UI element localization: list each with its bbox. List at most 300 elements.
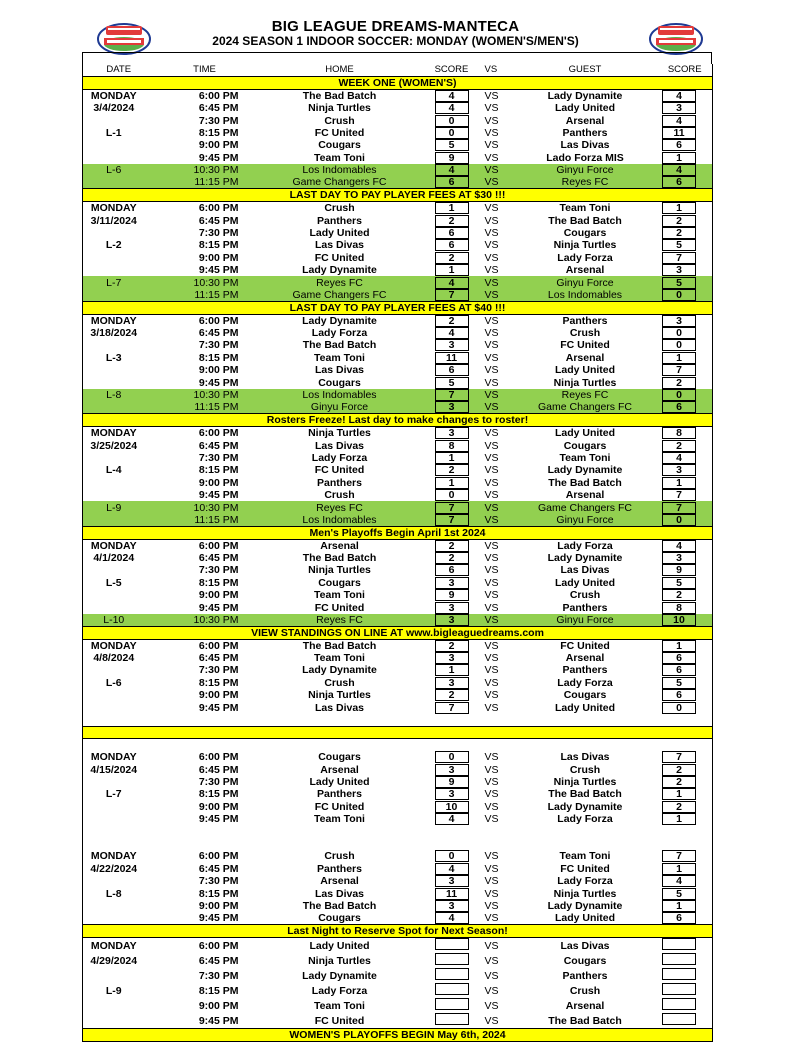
score-box [435,983,469,995]
guest-score-cell [658,639,713,652]
score-box: 3 [435,677,469,689]
game-row [83,401,713,414]
score-box: 2 [662,776,696,788]
time-cell: 7:30 PM [198,227,239,240]
score-box: 2 [435,689,469,701]
vs-cell: VS [484,90,499,102]
home-team-cell: Panthers [317,214,362,227]
score-box: 5 [435,377,469,389]
home-score-cell [425,114,479,126]
banner-text [83,726,713,738]
time-cell: 11:15 PM [155,176,255,189]
banner-text: VIEW STANDINGS ON LINE AT www.bigleaguedreams.com [83,626,713,639]
guest-score-cell [658,276,713,288]
guest-score-cell [658,863,713,875]
home-team-cell: Team Toni [314,589,365,602]
home-team-cell: Arsenal [320,763,359,776]
vs-cell: VS [484,202,499,215]
score-box: 5 [662,239,696,251]
score-box: 2 [435,215,469,227]
guest-score-cell [658,677,713,689]
home-score-cell [425,539,479,552]
home-score-cell [425,477,479,489]
guest-team-cell: Los Indomables [513,289,658,302]
score-box: 1 [435,664,469,676]
date-cell [83,701,155,713]
time-cell: 11:15 PM [155,514,255,527]
banner-text: Last Night to Reserve Spot for Next Season! [83,925,713,938]
date-cell: 4/29/2024 [83,953,155,968]
time-cell: 8:15 PM [198,788,239,801]
date-cell [83,114,155,126]
score-box: 4 [435,102,469,114]
game-row [83,427,713,440]
date-cell [83,875,155,887]
banner-row [83,1029,713,1042]
time-cell: 9:00 PM [198,251,239,264]
col-header-guest: GUEST [513,64,658,77]
score-box: 5 [662,577,696,589]
home-team-cell: Lady Dynamite [302,664,377,677]
score-box: 7 [435,389,469,401]
date-cell [83,289,155,302]
banner-row [83,189,713,202]
score-box: 3 [435,652,469,664]
score-box: 9 [435,152,469,164]
guest-team-cell: Arsenal [565,114,605,127]
score-box: 8 [435,440,469,452]
home-score-cell [425,264,479,276]
vs-cell: VS [484,102,499,115]
date-cell [83,968,155,983]
score-box: 4 [662,452,696,464]
guest-score-cell [658,1013,713,1029]
home-score-cell [425,813,479,825]
date-cell [83,900,155,912]
spacer-row [83,714,713,726]
home-score-cell [425,577,479,589]
time-cell: 7:30 PM [198,969,239,982]
time-cell: 9:00 PM [198,800,239,813]
score-box: 2 [435,540,469,552]
game-row [83,152,713,164]
score-box: 6 [435,239,469,251]
guest-team-cell: Lady Dynamite [547,900,623,913]
vs-cell: VS [479,514,513,527]
score-box: 0 [435,751,469,763]
date-cell: L-9 [83,983,155,998]
time-cell: 6:45 PM [198,551,239,564]
guest-team-cell: Cougars [563,954,607,967]
score-box: 3 [435,339,469,351]
guest-score-cell [658,152,713,164]
game-row [83,776,713,788]
home-team-cell: Game Changers FC [255,176,425,189]
home-score-cell [425,776,479,788]
home-score-cell [425,452,479,464]
vs-cell: VS [484,351,499,364]
guest-team-cell: Lady Dynamite [547,464,623,477]
score-box [662,1013,696,1025]
score-box: 1 [435,477,469,489]
vs-cell: VS [484,984,499,997]
home-team-cell: Las Divas [314,701,365,714]
home-score-cell [425,589,479,601]
vs-cell: VS [484,651,499,664]
guest-team-cell: Lady United [554,364,616,377]
banner-row [83,626,713,639]
time-cell: 8:15 PM [198,464,239,477]
home-team-cell: Team Toni [314,813,365,826]
guest-score-cell [658,912,713,925]
guest-team-cell: The Bad Batch [548,1014,622,1027]
home-team-cell: The Bad Batch [302,90,377,102]
time-cell: 9:45 PM [198,601,239,614]
date-cell: 4/22/2024 [83,863,155,875]
vs-cell: VS [484,589,499,602]
game-row [83,875,713,887]
home-score-cell [425,514,479,527]
home-team-cell: Panthers [317,862,362,875]
guest-score-cell [658,114,713,126]
time-cell: 7:30 PM [198,664,239,677]
guest-team-cell: Panthers [562,314,608,327]
guest-score-cell [658,327,713,339]
home-score-cell [425,968,479,983]
score-box: 2 [435,640,469,652]
time-cell: 6:45 PM [198,763,239,776]
guest-score-cell [658,875,713,887]
time-cell: 9:45 PM [198,813,239,826]
guest-team-cell: Lady United [554,912,616,925]
home-team-cell: Lady Dynamite [302,969,377,982]
vs-cell: VS [479,614,513,627]
date-cell: L-5 [83,577,155,589]
vs-cell: VS [484,314,499,327]
guest-score-cell [658,813,713,825]
guest-team-cell: Crush [569,589,601,602]
home-team-cell: The Bad Batch [302,551,377,564]
score-box: 6 [435,227,469,239]
guest-team-cell: Crush [569,327,601,340]
guest-team-cell: Ninja Turtles [553,239,617,252]
guest-score-cell [658,501,713,513]
game-row [83,701,713,713]
vs-cell: VS [484,788,499,801]
time-cell: 7:30 PM [198,564,239,577]
score-box: 7 [662,751,696,763]
col-header-guest-score: SCORE [658,64,713,77]
vs-cell: VS [484,251,499,264]
guest-score-cell [658,102,713,114]
home-team-cell: Las Divas [314,364,365,377]
guest-team-cell: Ginyu Force [513,514,658,527]
guest-score-cell [658,998,713,1013]
vs-cell: VS [484,689,499,702]
score-box: 3 [435,427,469,439]
vs-cell: VS [484,564,499,577]
guest-score-cell [658,139,713,151]
guest-team-cell: Lady United [554,427,616,440]
home-score-cell [425,152,479,164]
vs-cell: VS [484,887,499,900]
vs-cell: VS [484,939,499,952]
spacer-cell [83,825,713,837]
guest-score-cell [658,514,713,527]
time-cell: 6:00 PM [198,939,239,952]
vs-cell: VS [484,850,499,863]
date-cell: 3/11/2024 [83,214,155,226]
home-team-cell: Team Toni [314,651,365,664]
guest-team-cell: Las Divas [560,564,610,577]
vs-cell: VS [484,439,499,452]
vs-cell: VS [484,862,499,875]
home-team-cell: Panthers [317,476,362,489]
date-cell [83,401,155,414]
date-cell: L-4 [83,464,155,476]
guest-score-cell [658,364,713,376]
time-cell: 11:15 PM [155,289,255,302]
game-row [83,938,713,954]
guest-score-cell [658,689,713,701]
home-score-cell [425,701,479,713]
home-team-cell: Cougars [318,139,361,152]
guest-team-cell: Team Toni [559,850,611,863]
game-row [83,514,713,527]
date-cell [83,227,155,239]
score-box: 2 [662,764,696,776]
date-cell: MONDAY [83,539,155,552]
guest-team-cell: The Bad Batch [548,214,622,227]
game-row [83,900,713,912]
vs-cell: VS [484,339,499,352]
time-cell: 9:00 PM [198,364,239,377]
score-box: 9 [435,589,469,601]
date-cell: L-1 [83,127,155,139]
score-box: 10 [662,614,696,626]
time-cell: 10:30 PM [155,164,255,176]
score-box: 2 [435,464,469,476]
guest-team-cell: Ninja Turtles [553,887,617,900]
vs-cell: VS [484,151,499,164]
guest-team-cell: Lady Forza [557,539,613,552]
home-score-cell [425,900,479,912]
banner-text: LAST DAY TO PAY PLAYER FEES AT $30 !!! [83,189,713,202]
date-cell [83,514,155,527]
game-row [83,888,713,900]
guest-team-cell: Reyes FC [513,389,658,401]
home-score-cell [425,875,479,887]
guest-score-cell [658,489,713,501]
time-cell: 6:00 PM [198,751,239,764]
guest-score-cell [658,652,713,664]
guest-score-cell [658,214,713,226]
spacer-cell [83,838,713,850]
guest-score-cell [658,900,713,912]
score-box: 7 [662,489,696,501]
guest-team-cell: Panthers [562,601,608,614]
time-cell: 6:45 PM [198,327,239,340]
time-cell: 6:00 PM [198,539,239,552]
guest-score-cell [658,202,713,215]
vs-cell: VS [484,451,499,464]
date-cell: 4/1/2024 [83,552,155,564]
guest-team-cell: Game Changers FC [513,401,658,414]
score-box: 1 [662,788,696,800]
home-team-cell: Panthers [317,788,362,801]
game-row [83,751,713,763]
home-team-cell: Team Toni [314,151,365,164]
home-team-cell: Team Toni [314,351,365,364]
game-row [83,214,713,226]
guest-team-cell: Reyes FC [513,176,658,189]
score-box: 4 [662,875,696,887]
vs-cell: VS [484,912,499,925]
game-row [83,577,713,589]
home-score-cell [425,863,479,875]
home-team-cell: FC United [314,127,365,140]
guest-team-cell: FC United [560,862,610,875]
vs-cell: VS [484,327,499,340]
date-cell: MONDAY [83,938,155,954]
home-score-cell [425,677,479,689]
guest-score-cell [658,339,713,351]
game-row [83,139,713,151]
home-score-cell [425,252,479,264]
home-score-cell [425,888,479,900]
score-box: 2 [435,315,469,327]
date-cell [83,339,155,351]
game-row [83,90,713,103]
home-team-cell: Cougars [318,751,361,764]
guest-score-cell [658,239,713,251]
guest-score-cell [658,227,713,239]
home-team-cell: Lady Dynamite [302,314,377,327]
guest-team-cell: Lado Forza MIS [546,151,624,164]
vs-cell: VS [484,900,499,913]
home-score-cell [425,427,479,440]
guest-score-cell [658,701,713,713]
date-cell: 4/8/2024 [83,652,155,664]
game-row [83,452,713,464]
banner-row [83,77,713,90]
date-cell: L-2 [83,239,155,251]
time-cell: 6:45 PM [198,102,239,115]
time-cell: 10:30 PM [155,501,255,513]
guest-score-cell [658,314,713,327]
time-cell: 9:00 PM [198,689,239,702]
vs-cell: VS [484,875,499,888]
time-cell: 9:45 PM [198,489,239,502]
home-score-cell [425,102,479,114]
score-box: 4 [662,115,696,127]
score-box: 1 [662,352,696,364]
time-cell: 7:30 PM [198,776,239,789]
date-cell: L-3 [83,352,155,364]
home-score-cell [425,601,479,613]
home-score-cell [425,214,479,226]
game-row [83,102,713,114]
date-cell [83,912,155,925]
guest-score-cell [658,664,713,676]
score-box: 1 [662,863,696,875]
score-box [662,938,696,950]
home-score-cell [425,983,479,998]
home-team-cell: Lady United [309,776,370,789]
vs-cell: VS [484,751,499,764]
date-cell: L-10 [83,614,155,627]
date-cell: L-7 [83,276,155,288]
home-score-cell [425,489,479,501]
home-score-cell [425,90,479,103]
date-cell: MONDAY [83,639,155,652]
score-box: 0 [435,127,469,139]
guest-score-cell [658,589,713,601]
game-row [83,983,713,998]
guest-team-cell: Team Toni [559,202,611,215]
score-box: 7 [662,364,696,376]
game-row [83,664,713,676]
score-box: 2 [435,552,469,564]
vs-cell: VS [484,776,499,789]
home-team-cell: Reyes FC [255,614,425,627]
date-cell [83,176,155,189]
date-cell: MONDAY [83,751,155,763]
vs-cell: VS [484,999,499,1012]
home-team-cell: Las Divas [314,239,365,252]
vs-cell: VS [484,763,499,776]
game-row [83,968,713,983]
banner-text: Rosters Freeze! Last day to make changes to roster! [83,414,713,427]
vs-cell: VS [484,139,499,152]
score-box: 4 [662,90,696,102]
date-cell [83,589,155,601]
score-box: 1 [662,152,696,164]
game-row [83,377,713,389]
guest-score-cell [658,164,713,176]
home-team-cell: Los Indomables [255,164,425,176]
date-cell [83,152,155,164]
home-score-cell [425,227,479,239]
guest-score-cell [658,439,713,451]
guest-score-cell [658,289,713,302]
score-box: 4 [435,90,469,102]
game-row [83,276,713,288]
date-cell: MONDAY [83,314,155,327]
score-box [435,938,469,950]
date-cell [83,252,155,264]
game-row [83,352,713,364]
score-box [662,983,696,995]
home-team-cell: FC United [314,464,365,477]
home-team-cell: Ninja Turtles [308,954,371,967]
home-team-cell: Arsenal [320,875,359,888]
home-team-cell: Crush [324,489,355,502]
col-header-vs: VS [479,64,513,77]
date-cell [83,489,155,501]
time-cell: 10:30 PM [155,276,255,288]
column-header-row [83,64,713,77]
guest-team-cell: Lady Dynamite [547,90,623,102]
banner-row [83,726,713,738]
home-team-cell: Lady Dynamite [302,264,377,277]
schedule-body [83,77,713,1042]
score-box [662,968,696,980]
score-box: 7 [435,514,469,526]
home-score-cell [425,439,479,451]
guest-score-cell [658,477,713,489]
guest-team-cell: The Bad Batch [548,476,622,489]
